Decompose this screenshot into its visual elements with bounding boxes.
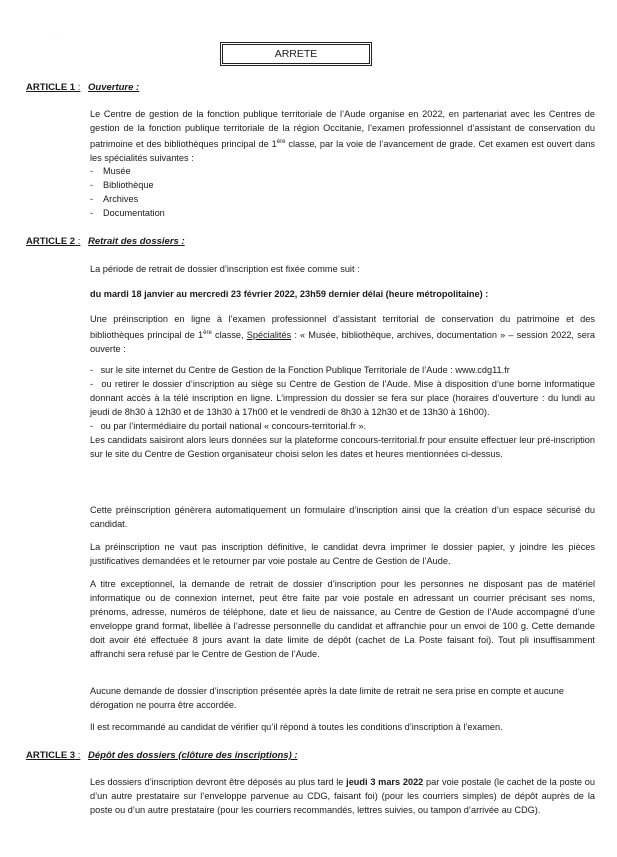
article-2-p7: A titre exceptionnel, la demande de retrait de dossier d’inscription pour les personnes ne disposant pas de matériel informatique ou de connexion internet, peut être faite par voie postale en adressant un courrier précisant ses noms, prénoms, adresse, numéros de téléphone, date et lieu de naissance, au Centre de Gestion de l’Aude accompagné d’une enveloppe grand format, libellée à l’adresse personnelle du candidat et affranchie pour un envoi de 100 g. Cette demande doit avoir été effectuée 8 jours avant la date limite de dépôt (cachet de La Poste faisant foi). Tout pli insuffisamment affranchi sera refusé par le Centre de Gestion de l’Aude. bbox=[90, 579, 595, 659]
article-2-p1: La période de retrait de dossier d’inscription est fixée comme suit : bbox=[90, 264, 360, 274]
article-2-title: Retrait des dossiers : bbox=[88, 236, 185, 247]
article-2-label: ARTICLE 2 : bbox=[26, 236, 81, 247]
scan-mark: · bbox=[55, 36, 57, 42]
article-2-bullets bbox=[90, 363, 595, 461]
article-2-p8: Aucune demande de dossier d’inscription présentée après la date limite de retrait ne sera prise en compte et aucune dérogation ne pourra être accordée. bbox=[90, 686, 564, 710]
specialites-list bbox=[90, 164, 165, 220]
article-2-p5: Cette préinscription génèrera automatiquement un formulaire d’inscription ainsi que la création d’un espace sécurisé du candidat. bbox=[90, 505, 595, 529]
list-item: - ou par l’intermédiaire du portail national « concours-territorial.fr ». bbox=[90, 421, 367, 431]
article-3-p1: Les dossiers d’inscription devront être déposés au plus tard le jeudi 3 mars 2022 par voie postale (le cachet de la poste ou d’un autre prestataire sur l’enveloppe parvenue au CDG, faisant foi) (pour les courriers simples) de dépôt auprès de la poste ou d’un autre prestataire (pour les courriers recommandés, lettres suivies, ou tampon d’arrivée au CDG). bbox=[90, 777, 595, 815]
list-item: - ou retirer le dossier d’inscription au siège su Centre de Gestion de l’Aude. Mise à disposition d’une borne informatique donnant accès à la télé inscription en ligne. L’impression du dossier se fera sur place (horaires d’ouverture : du lundi au jeudi de 8h30 à 12h30 et de 13h30 à 17h00 et le vendredi de 8h30 à 12h30 et de 13h30 à 16h00). bbox=[90, 379, 595, 417]
list-item: - sur le site internet du Centre de Gestion de la Fonction Publique Territoriale de l’Aude : www.cdg11.fr bbox=[90, 365, 510, 375]
article-2-p3: Une préinscription en ligne à l’examen professionnel d’assistant territorial de conservation du patrimoine et des bibliothèques principal de 1ère classe, Spécialités : « Musée, bibliothèque, archives, documentation » – session 2022, sera ouverte : bbox=[90, 314, 596, 355]
article-1-intro: Le Centre de gestion de la fonction publique territoriale de l’Aude organise en 2022, en partenariat avec les Centres de gestion de la fonction publique territoriale de la région Occitanie, l’examen professionnel d’assistant de conservation du patrimoine et des bibliothèques principal de 1ère classe, par la voie de l’avancement de grade. Cet examen est ouvert dans les spécialités suivantes : bbox=[90, 109, 595, 164]
list-item: - Musée bbox=[90, 166, 131, 176]
list-item: - Archives bbox=[90, 194, 139, 204]
article-3-title: Dépôt des dossiers (clôture des inscriptions) : bbox=[88, 750, 298, 761]
article-2-p9: Il est recommandé au candidat de vérifier qu’il répond à toutes les conditions d’inscription à l’examen. bbox=[90, 722, 503, 732]
article-1-title: Ouverture : bbox=[88, 82, 140, 93]
list-item: - Documentation bbox=[90, 208, 165, 218]
article-2-dates: du mardi 18 janvier au mercredi 23 février 2022, 23h59 dernier délai (heure métropolitaine) : bbox=[90, 289, 489, 299]
list-item: - Bibliothèque bbox=[90, 180, 154, 190]
article-1-label: ARTICLE 1 : bbox=[26, 82, 81, 93]
article-3-label: ARTICLE 3 : bbox=[26, 750, 81, 761]
document-title: ARRETE bbox=[222, 44, 370, 64]
article-2-p4: Les candidats saisiront alors leurs données sur la plateforme concours-territorial.fr pour ensuite effectuer leur pré-inscription sur le site du Centre de Gestion organisateur choisi selon les dates et heures mentionnées ci-dessus. bbox=[90, 435, 595, 459]
article-2-p6: La préinscription ne vaut pas inscription définitive, le candidat devra imprimer le dossier papier, y joindre les pièces justificatives demandées et le retourner par voie postale au Centre de Gestion de l’Aude. bbox=[90, 542, 595, 566]
